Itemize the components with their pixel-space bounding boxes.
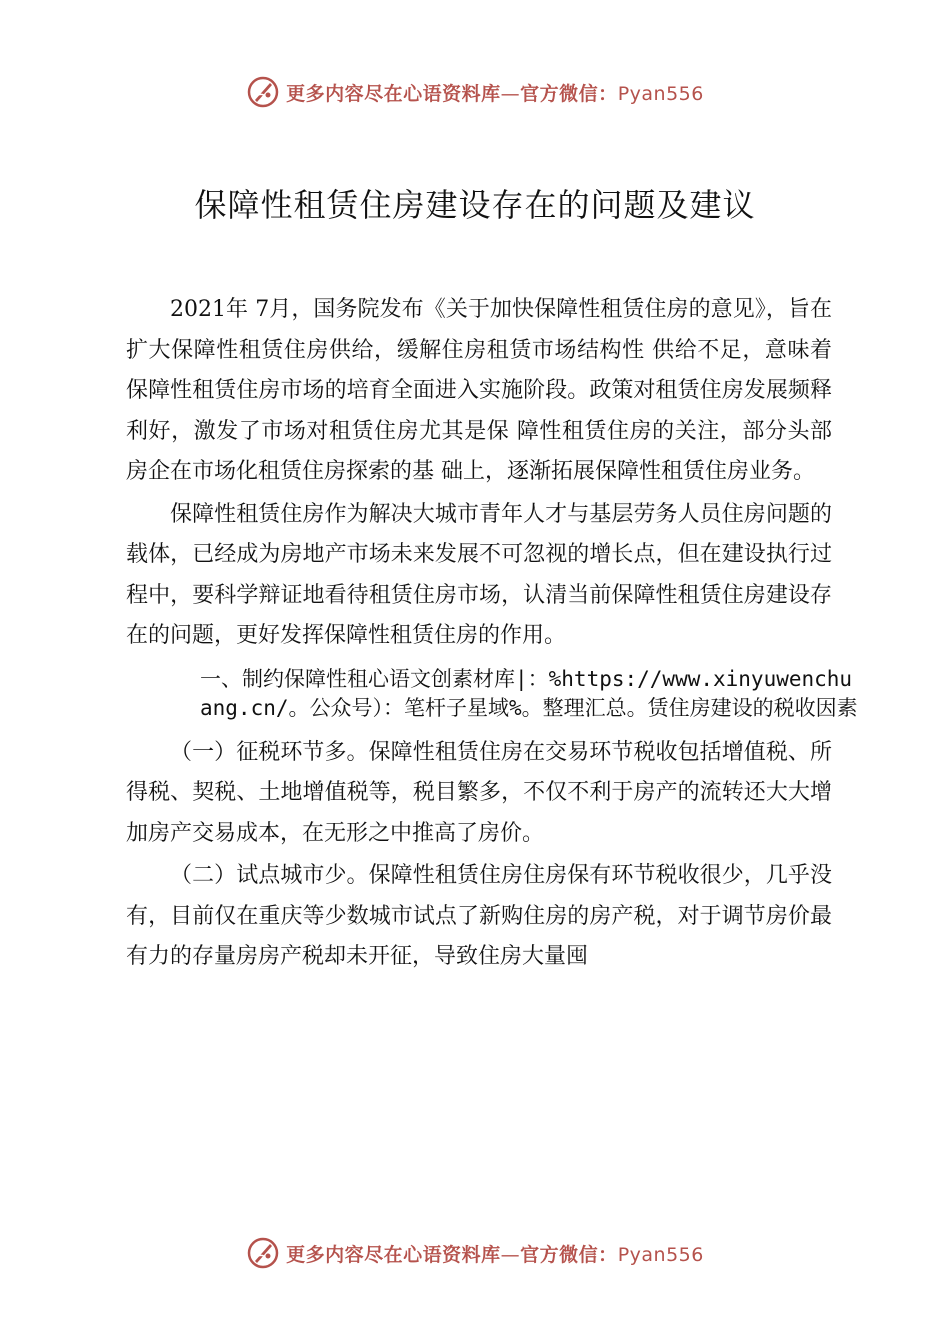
banner-text: 更多内容尽在心语资料库—官方微信：Pyan556	[286, 82, 704, 105]
wechat-id: Pyan556	[617, 1243, 704, 1266]
document-body	[126, 290, 858, 980]
paragraph-1: 2021年 7月，国务院发布《关于加快保障性租赁住房的意见》，旨在扩大保障性租赁住房供给，缓解住房租赁市场结构性 供给不足，意味着保障性租赁住房市场的培育全面进入实施阶段。政策对租赁住房发展频释利好，激发了市场对租赁住房尤其是保 障性租赁住房的关注，部分头部房企在市场化租赁住房探索的基 础上，逐渐拓展保障性租赁住房业务。	[126, 297, 832, 484]
quill-seal-icon	[246, 75, 280, 109]
document-title: 保障性租赁住房建设存在的问题及建议	[194, 186, 756, 224]
section-heading: 一、制约保障性租心语文创素材库|：%https://www.xinyuwenchuang.cn/。公众号）：笔杆子星域%。整理汇总。赁住房建设的税收因素	[200, 666, 858, 720]
sub-paragraph-1: （一）征税环节多。保障性租赁住房在交易环节税收包括增值税、所得税、契税、土地增值税等，税目繁多，不仅不利于房产的流转还大大增加房产交易成本，在无形之中推高了房价。	[126, 739, 832, 846]
wechat-id: Pyan556	[617, 82, 704, 105]
paragraph-2: 保障性租赁住房作为解决大城市青年人才与基层劳务人员住房问题的载体，已经成为房地产市场未来发展不可忽视的增长点，但在建设执行过程中，要科学辩证地看待租赁住房市场，认清当前保障性租赁住房建设存在的问题，更好发挥保障性租赁住房的作用。	[126, 501, 832, 648]
banner-text: 更多内容尽在心语资料库—官方微信：Pyan556	[286, 1243, 704, 1266]
footer-banner	[0, 1233, 950, 1273]
sub-paragraph-2: （二）试点城市少。保障性租赁住房住房保有环节税收很少，几乎没有，目前仅在重庆等少数城市试点了新购住房的房产税，对于调节房价最有力的存量房房产税却未开征，导致住房大量囤	[126, 863, 832, 969]
header-banner	[0, 72, 950, 112]
quill-seal-icon	[246, 1236, 280, 1270]
